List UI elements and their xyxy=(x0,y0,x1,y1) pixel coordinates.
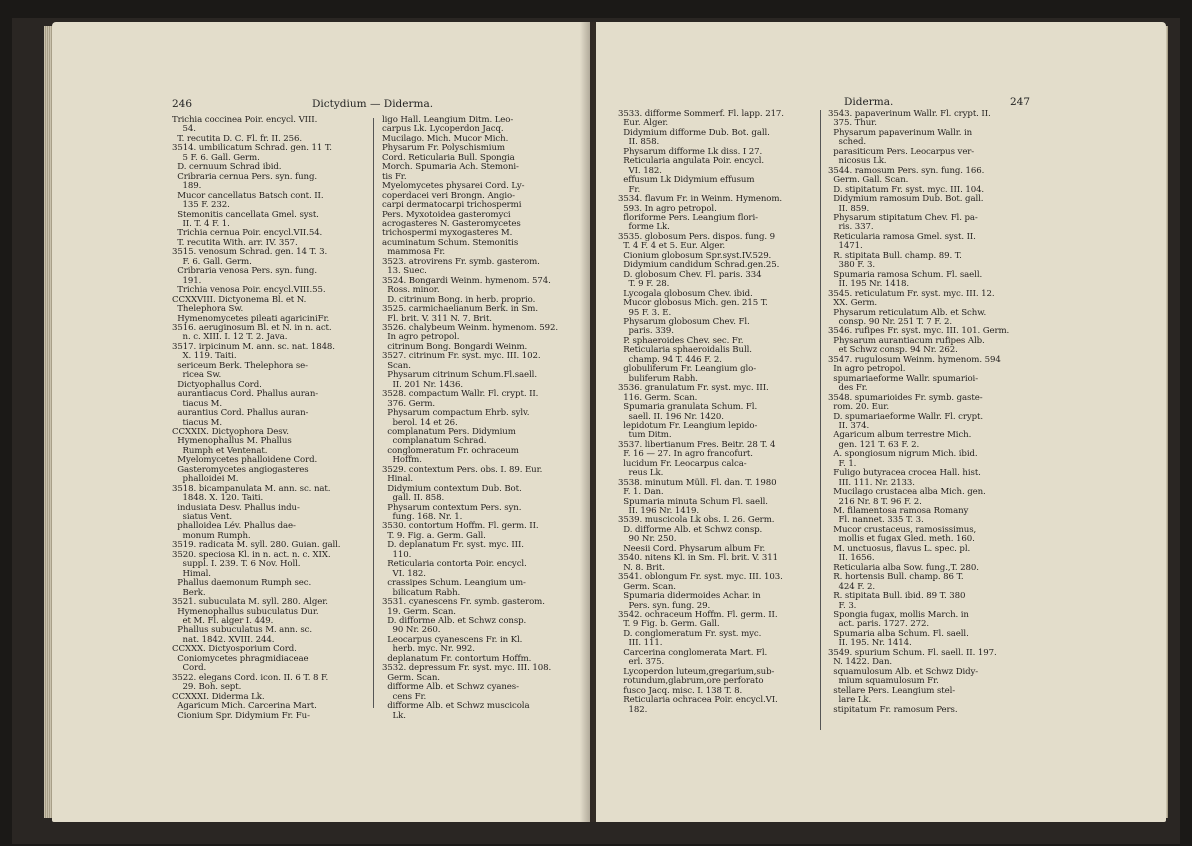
text-line: 95 F. 3. E. xyxy=(618,307,672,318)
text-line: Spumaria alba Schum. Fl. saell. xyxy=(828,628,969,639)
text-line: erl. 375. xyxy=(618,657,665,668)
text-line: 3544. ramosum Pers. syn. fung. 166. xyxy=(828,165,985,176)
text-line: D. difforme Alb. et Schwz consp. xyxy=(618,524,763,535)
text-line: F. 1. Dan. xyxy=(618,487,664,498)
text-line: 376. Germ. xyxy=(382,398,436,409)
text-line: monum Rumph. xyxy=(172,530,251,541)
text-line: bilicatum Rabh. xyxy=(382,587,461,598)
text-line: difforme Alb. et Schwz cyanes- xyxy=(382,682,519,693)
text-line: CCXXXI. Diderma Lk. xyxy=(172,691,265,702)
text-line: stellare Pers. Leangium stel- xyxy=(828,685,956,696)
text-line: In agro petropol. xyxy=(828,364,906,375)
text-line: Didymium candidum Schrad.gen.25. xyxy=(618,260,780,271)
text-line: Reticularia contorta Poir. encycl. xyxy=(382,559,527,570)
text-line: 3520. speciosa Kl. in n. act. n. c. XIX. xyxy=(172,549,331,560)
text-line: Hymenophallus M. Phallus xyxy=(172,436,292,447)
text-line: Physarum globosum Chev. Fl. xyxy=(618,316,750,327)
text-line: globuliferum Fr. Leangium glo- xyxy=(618,364,757,375)
text-line: Ross. minor. xyxy=(382,285,440,296)
text-line: complanatum Schrad. xyxy=(382,436,487,447)
text-line: 3517. irpicinum M. ann. sc. nat. 1848. xyxy=(172,341,335,352)
text-line: 3527. citrinum Fr. syst. myc. III. 102. xyxy=(382,351,541,362)
text-line: Fl. brit. V. 311 N. 7. Brit. xyxy=(382,313,492,324)
text-line: R. hortensis Bull. champ. 86 T. xyxy=(828,572,964,583)
text-line: 3525. carmichaelianum Berk. in Sm. xyxy=(382,304,538,315)
text-line: II. 374. xyxy=(828,420,870,431)
text-line: mium squamulosum Fr. xyxy=(828,676,939,687)
text-line: III. 111. xyxy=(618,638,663,649)
text-line: ligo Hall. Leangium Ditm. Leo- xyxy=(382,115,514,125)
text-line: D. stipitatum Fr. syst. myc. III. 104. xyxy=(828,184,985,195)
text-line: II. 196 Nr. 1419. xyxy=(618,506,699,517)
text-line: D. conglomeratum Fr. syst. myc. xyxy=(618,628,762,639)
text-line: Cribraria venosa Pers. syn. fung. xyxy=(172,266,317,277)
text-line: F. 6. Gall. Germ. xyxy=(172,256,252,267)
text-line: Physarum difforme Lk diss. I 27. xyxy=(618,146,763,157)
text-line: Rumph et Ventenat. xyxy=(172,445,268,456)
text-line: tiacus M. xyxy=(172,417,222,428)
text-line: conglomeratum Fr. ochraceum xyxy=(382,445,519,456)
text-line: Didymium contextum Dub. Bot. xyxy=(382,483,522,494)
text-line: Didymium difforme Dub. Bot. gall. xyxy=(618,127,770,138)
text-line: Morch. Spumaria Ach. Stemoni- xyxy=(382,162,519,173)
text-line: 3533. difforme Sommerf. Fl. lapp. 217. xyxy=(618,109,784,119)
text-line: Physarum Fr. Polyschismium xyxy=(382,143,505,154)
text-line: II. 858. xyxy=(618,137,660,148)
text-line: coperdacei veri Brongn. Angio- xyxy=(382,190,515,201)
text-line: des Fr. xyxy=(828,383,868,394)
text-line: 3514. umbilicatum Schrad. gen. 11 T. xyxy=(172,143,332,154)
text-line: T. 4 F. 4 et 5. Eur. Alger. xyxy=(618,241,726,252)
text-line: VI. 182. xyxy=(618,165,662,176)
text-line: 3541. oblongum Fr. syst. myc. III. 103. xyxy=(618,572,783,583)
text-line: 3523. atrovirens Fr. symb. gasterom. xyxy=(382,256,540,267)
text-line: carpus Lk. Lycoperdon Jacq. xyxy=(382,124,504,135)
text-line: difforme Alb. et Schwz muscicola xyxy=(382,701,530,712)
left-page xyxy=(52,22,590,822)
left-page-number: 246 xyxy=(172,98,193,110)
text-line: 3526. chalybeum Weinm. hymenom. 592. xyxy=(382,322,559,333)
text-line: nicosus Lk. xyxy=(828,156,887,167)
text-line: Hymenomycetes pileati agariciniFr. xyxy=(172,313,330,324)
text-line: Gasteromycetes angiogasteres xyxy=(172,464,309,475)
text-line: X. 119. Taiti. xyxy=(172,351,237,362)
text-line: In agro petropol. xyxy=(382,332,460,343)
text-line: 3538. minutum Müll. Fl. dan. T. 1980 xyxy=(618,477,777,488)
text-line: II. T. 4 F. 1. xyxy=(172,218,230,229)
text-line: Spongia fugax, mollis March. in xyxy=(828,610,969,621)
text-line: 13. Suec. xyxy=(382,266,427,277)
text-line: Agaricum Mich. Carcerina Mart. xyxy=(172,701,317,712)
text-line: 3535. globosum Pers. dispos. fung. 9 xyxy=(618,231,776,242)
right-column-2 xyxy=(828,110,1009,715)
text-line: 1848. X. 120. Taiti. xyxy=(172,493,264,504)
text-line: Myelomycetes phalloidene Cord. xyxy=(172,455,318,466)
text-line: Fr. xyxy=(618,184,641,195)
text-line: Lk. xyxy=(382,710,406,721)
text-line: 54. xyxy=(172,124,196,135)
text-line: Physarum papaverinum Wallr. in xyxy=(828,127,973,138)
text-line: Trichia cernua Poir. encycl.VII.54. xyxy=(172,228,323,239)
text-line: F. 3. xyxy=(828,600,857,611)
text-line: lepidotum Fr. Leangium lepido- xyxy=(618,420,758,431)
text-line: XX. Germ. xyxy=(828,298,878,309)
text-line: squamulosum Alb. et Schwz Didy- xyxy=(828,666,979,677)
text-line: acrogasteres N. Gasteromycetes xyxy=(382,218,521,229)
text-line: Neesii Cord. Physarum album Fr. xyxy=(618,543,766,554)
text-line: 3528. compactum Wallr. Fl. crypt. II. xyxy=(382,389,539,400)
text-line: Germ. Gall. Scan. xyxy=(828,175,909,186)
text-line: Cionium Spr. Didymium Fr. Fu- xyxy=(172,710,310,721)
text-line: P. sphaeroides Chev. sec. Fr. xyxy=(618,335,744,346)
text-line: consp. 90 Nr. 251 T. 7 F. 2. xyxy=(828,316,952,327)
text-line: 3532. depressum Fr. syst. myc. III. 108. xyxy=(382,663,552,674)
text-line: 5 F. 6. Gall. Germ. xyxy=(172,152,260,163)
text-line: 3547. rugulosum Weinm. hymenom. 594 xyxy=(828,354,1001,365)
text-line: 110. xyxy=(382,549,412,560)
text-line: Thelephora Sw. xyxy=(172,304,244,315)
text-line: Physarum aurantiacum rufipes Alb. xyxy=(828,335,985,346)
text-line: phalloidea Lév. Phallus dae- xyxy=(172,521,296,532)
text-line: III. 111. Nr. 2133. xyxy=(828,477,915,488)
text-line: tis Fr. xyxy=(382,171,407,182)
text-line: N. 1422. Dan. xyxy=(828,657,893,668)
text-line: sched. xyxy=(828,137,867,148)
text-line: VI. 182. xyxy=(382,568,426,579)
text-line: mammosa Fr. xyxy=(382,247,446,258)
right-page-number: 247 xyxy=(1010,96,1031,108)
text-line: 1471. xyxy=(828,241,863,252)
text-line: Phallus subuculatus M. ann. sc. xyxy=(172,625,312,636)
text-line: D. spumariaeforme Wallr. Fl. crypt. xyxy=(828,411,983,422)
text-line: Myelomycetes physarei Cord. Ly- xyxy=(382,181,525,192)
text-line: 29. Boh. sept. xyxy=(172,682,242,693)
text-line: Trichia coccinea Poir. encycl. VIII. xyxy=(172,115,318,125)
text-line: forme Lk. xyxy=(618,222,670,233)
text-line: tum Ditm. xyxy=(618,430,672,441)
text-line: Physarum citrinum Schum.Fl.saell. xyxy=(382,370,537,381)
text-line: siatus Vent. xyxy=(172,512,232,523)
text-line: champ. 94 T. 446 F. 2. xyxy=(618,354,722,365)
text-line: 216 Nr. 8 T. 96 F. 2. xyxy=(828,496,922,507)
text-line: Reticularia ramosa Gmel. syst. II. xyxy=(828,231,976,242)
text-line: paris. 339. xyxy=(618,326,674,337)
text-line: Scan. xyxy=(382,360,411,371)
text-line: T. recutita D. C. Fl. fr. II. 256. xyxy=(172,133,302,144)
text-line: floriforme Pers. Leangium flori- xyxy=(618,212,758,223)
text-line: carpi dermatocarpi trichospermi xyxy=(382,200,522,211)
text-line: mollis et fugax Gled. meth. 160. xyxy=(828,534,975,545)
text-line: CCXXIX. Dictyophora Desv. xyxy=(172,426,289,437)
text-line: trichospermi myxogasteres M. xyxy=(382,228,513,239)
text-line: nat. 1842. XVIII. 244. xyxy=(172,634,275,645)
text-line: 3539. muscicola Lk obs. I. 26. Germ. xyxy=(618,515,775,526)
text-line: Trichia venosa Poir. encycl.VIII.55. xyxy=(172,285,326,296)
text-line: gen. 121 T. 63 F. 2. xyxy=(828,439,920,450)
text-line: phalloidei M. xyxy=(172,474,239,485)
text-line: 3531. cyanescens Fr. symb. gasterom. xyxy=(382,597,545,608)
left-running-head: Dictydium — Diderma. xyxy=(312,98,434,110)
text-line: 3522. elegans Cord. icon. II. 6 T. 8 F. xyxy=(172,672,329,683)
text-line: Berk. xyxy=(172,587,206,598)
text-line: ricea Sw. xyxy=(172,370,222,381)
text-line: 3548. spumarioides Fr. symb. gaste- xyxy=(828,392,983,403)
text-line: Pers. Myxotoidea gasteromyci xyxy=(382,209,511,220)
text-line: deplanatum Fr. contortum Hoffm. xyxy=(382,653,532,664)
text-line: Physarum compactum Ehrb. sylv. xyxy=(382,408,530,419)
text-line: D. cernuum Schrad ibid. xyxy=(172,162,282,173)
text-line: aurantiacus Cord. Phallus auran- xyxy=(172,389,319,400)
text-line: N. 8. Brit. xyxy=(618,562,665,573)
text-line: saell. II. 196 Nr. 1420. xyxy=(618,411,724,422)
text-line: Physarum reticulatum Alb. et Schw. xyxy=(828,307,987,318)
text-line: rotundum,glabrum,ore perforato xyxy=(618,676,764,687)
text-line: Didymium ramosum Dub. Bot. gall. xyxy=(828,194,984,205)
text-line: Himal. xyxy=(172,568,211,579)
text-line: 3545. reticulatum Fr. syst. myc. III. 12. xyxy=(828,288,995,299)
text-line: T. 9 F. 28. xyxy=(618,279,670,290)
text-line: 3537. libertianum Fres. Beitr. 28 T. 4 xyxy=(618,439,776,450)
text-line: II. 195 Nr. 1418. xyxy=(828,279,909,290)
text-line: spumariaeforme Wallr. spumarioi- xyxy=(828,373,979,384)
text-line: effusum Lk Didymium effusum xyxy=(618,175,755,186)
text-line: Hinal. xyxy=(382,474,414,485)
text-line: indusiata Desv. Phallus indu- xyxy=(172,502,300,513)
text-line: 3524. Bongardi Weinm. hymenom. 574. xyxy=(382,275,551,286)
text-line: Hymenophallus subuculatus Dur. xyxy=(172,606,319,617)
text-line: T. 9. Fig. a. Germ. Gall. xyxy=(382,530,486,541)
text-line: Spumaria granulata Schum. Fl. xyxy=(618,402,758,413)
text-line: F. 16 — 27. In agro francofurt. xyxy=(618,449,753,460)
text-line: Germ. Scan. xyxy=(382,672,440,683)
text-line: Agaricum album terrestre Mich. xyxy=(828,430,972,441)
text-line: II. 859. xyxy=(828,203,870,214)
text-line: 3536. granulatum Fr. syst. myc. III. xyxy=(618,383,769,394)
text-line: lucidum Fr. Leocarpus calca- xyxy=(618,458,747,469)
text-line: 135 F. 232. xyxy=(172,200,230,211)
text-line: Eur. Alger. xyxy=(618,118,669,129)
text-line: Germ. Scan. xyxy=(618,581,676,592)
text-line: cens Fr. xyxy=(382,691,427,702)
text-line: Lycogala globosum Chev. ibid. xyxy=(618,288,753,299)
text-line: Physarum contextum Pers. syn. xyxy=(382,502,522,513)
text-line: 3543. papaverinum Wallr. Fl. crypt. II. xyxy=(828,109,991,119)
text-line: Cionium globosum Spr.syst.IV.529. xyxy=(618,250,772,261)
text-line: Cord. Reticularia Bull. Spongia xyxy=(382,152,515,163)
text-line: reus Lk. xyxy=(618,468,664,479)
text-line: Mucor cancellatus Batsch cont. II. xyxy=(172,190,324,201)
text-line: 3542. ochraceum Hoffm. Fl. germ. II. xyxy=(618,610,778,621)
text-line: 424 F. 2. xyxy=(828,581,876,592)
text-line: 90 Nr. 250. xyxy=(618,534,677,545)
left-column-2 xyxy=(382,116,558,721)
text-line: herb. myc. Nr. 992. xyxy=(382,644,475,655)
text-line: et M. Fl. alger I. 449. xyxy=(172,616,274,627)
text-line: D. difforme Alb. et Schwz consp. xyxy=(382,616,527,627)
text-line: 182. xyxy=(618,704,648,715)
text-line: Spumaria ramosa Schum. Fl. saell. xyxy=(828,269,983,280)
text-line: F. 1. xyxy=(828,458,857,469)
text-line: 3530. contortum Hoffm. Fl. germ. II. xyxy=(382,521,539,532)
text-line: Physarum stipitatum Chev. Fl. pa- xyxy=(828,212,978,223)
text-line: Mucilago. Mich. Mucor Mich. xyxy=(382,133,509,144)
text-line: lare Lk. xyxy=(828,695,872,706)
text-line: ris. 337. xyxy=(828,222,874,233)
text-line: R. stipitata Bull. champ. 89. T. xyxy=(828,250,962,261)
text-line: Carcerina conglomerata Mart. Fl. xyxy=(618,647,768,658)
text-line: Fl. nannet. 335 T. 3. xyxy=(828,515,924,526)
text-line: aurantius Cord. Phallus auran- xyxy=(172,408,309,419)
text-line: Reticularia sphaeroidalis Bull. xyxy=(618,345,752,356)
text-line: D. deplanatum Fr. syst. myc. III. xyxy=(382,540,524,551)
text-line: complanatum Pers. Didymium xyxy=(382,426,516,437)
text-line: Spumaria minuta Schum Fl. saell. xyxy=(618,496,768,507)
text-line: T. 9 Fig. b. Germ. Gall. xyxy=(618,619,720,630)
text-line: II. 195. Nr. 1414. xyxy=(828,638,912,649)
text-line: Leocarpus cyanescens Fr. in Kl. xyxy=(382,634,523,645)
text-line: berol. 14 et 26. xyxy=(382,417,458,428)
text-line: CCXXVIII. Dictyonema Bl. et N. xyxy=(172,294,307,305)
text-line: 3534. flavum Fr. in Weinm. Hymenom. xyxy=(618,194,783,205)
text-line: 3540. nitens Kl. in Sm. Fl. brit. V. 311 xyxy=(618,553,778,564)
text-line: rom. 20. Eur. xyxy=(828,402,889,413)
text-line: suppl. I. 239. T. 6 Nov. Holl. xyxy=(172,559,301,570)
text-line: Hoffm. xyxy=(382,455,422,466)
text-line: Cord. xyxy=(172,663,207,674)
text-line: 90 Nr. 260. xyxy=(382,625,441,636)
text-line: Mucor globosus Mich. gen. 215 T. xyxy=(618,298,768,309)
text-line: Reticularia ochracea Poir. encycl.VI. xyxy=(618,695,778,706)
text-line: buliferum Rabh. xyxy=(618,373,698,384)
text-line: gall. II. 858. xyxy=(382,493,445,504)
text-line: fung. 168. Nr. 1. xyxy=(382,512,463,523)
right-column-rule xyxy=(820,110,821,730)
text-line: et Schwz consp. 94 Nr. 262. xyxy=(828,345,958,356)
text-line: Mucor crustaceus, ramosissimus, xyxy=(828,524,977,535)
text-line: Pers. syn. fung. 29. xyxy=(618,600,711,611)
text-line: CCXXX. Dictyosporium Cord. xyxy=(172,644,297,655)
text-line: Phallus daemonum Rumph sec. xyxy=(172,578,312,589)
text-line: 19. Germ. Scan. xyxy=(382,606,456,617)
text-line: 189. xyxy=(172,181,202,192)
right-page xyxy=(596,22,1166,822)
text-line: Lycoperdon luteum,gregarium,sub- xyxy=(618,666,775,677)
text-line: 116. Germ. Scan. xyxy=(618,392,698,403)
text-line: citrinum Bong. Bongardi Weinm. xyxy=(382,341,528,352)
text-line: 191. xyxy=(172,275,202,286)
text-line: Reticularia angulata Poir. encycl. xyxy=(618,156,764,167)
text-line: R. stipitata Bull. ibid. 89 T. 380 xyxy=(828,591,966,602)
text-line: act. paris. 1727. 272. xyxy=(828,619,930,630)
text-line: 3518. bicampanulata M. ann. sc. nat. xyxy=(172,483,331,494)
text-line: fusco Jacq. misc. I. 138 T. 8. xyxy=(618,685,743,696)
text-line: D. globosum Chev. Fl. paris. 334 xyxy=(618,269,762,280)
text-line: Stemonitis cancellata Gmel. syst. xyxy=(172,209,319,220)
text-line: crassipes Schum. Leangium um- xyxy=(382,578,526,589)
text-line: 593. In agro petropol. xyxy=(618,203,717,214)
text-line: 3519. radicata M. syll. 280. Guian. gall. xyxy=(172,540,341,551)
text-line: Mucilago crustacea alba Mich. gen. xyxy=(828,487,986,498)
left-column-1 xyxy=(172,116,340,721)
text-line: parasiticum Pers. Leocarpus ver- xyxy=(828,146,975,157)
text-line: Fuligo butyracea crocea Hall. hist. xyxy=(828,468,981,479)
text-line: sericeum Berk. Thelephora se- xyxy=(172,360,308,371)
text-line: Spumaria didermoides Achar. in xyxy=(618,591,761,602)
text-line: II. 201 Nr. 1436. xyxy=(382,379,463,390)
text-line: n. c. XIII. I. 12 T. 2. Java. xyxy=(172,332,288,343)
text-line: Coniomycetes phragmidiaceae xyxy=(172,653,309,664)
right-column-1 xyxy=(618,110,784,715)
text-line: 3521. subuculata M. syll. 280. Alger. xyxy=(172,597,328,608)
text-line: II. 1656. xyxy=(828,553,875,564)
right-running-head: Diderma. xyxy=(844,96,894,108)
text-line: 380 F. 3. xyxy=(828,260,876,271)
text-line: 3516. aeruginosum Bl. et N. in n. act. xyxy=(172,322,332,333)
text-line: 3546. rufipes Fr. syst. myc. III. 101. Germ. xyxy=(828,326,1010,337)
text-line: acuminatum Schum. Stemonitis xyxy=(382,237,519,248)
left-column-rule xyxy=(373,118,374,708)
text-line: 3515. venosum Schrad. gen. 14 T. 3. xyxy=(172,247,328,258)
text-line: D. citrinum Bong. in herb. proprio. xyxy=(382,294,536,305)
text-line: A. spongiosum nigrum Mich. ibid. xyxy=(828,449,978,460)
text-line: Cribraria cernua Pers. syn. fung. xyxy=(172,171,317,182)
text-line: 3549. spurium Schum. Fl. saell. II. 197. xyxy=(828,647,997,658)
text-line: Dictyophallus Cord. xyxy=(172,379,262,390)
text-line: Reticularia alba Sow. fung.,T. 280. xyxy=(828,562,979,573)
text-line: M. unctuosus, flavus L. spec. pl. xyxy=(828,543,971,554)
text-line: 375. Thur. xyxy=(828,118,877,129)
text-line: T. recutita With. arr. IV. 357. xyxy=(172,237,298,248)
text-line: stipitatum Fr. ramosum Pers. xyxy=(828,704,958,715)
text-line: tiacus M. xyxy=(172,398,222,409)
text-line: M. filamentosa ramosa Romany xyxy=(828,506,969,517)
text-line: 3529. contextum Pers. obs. I. 89. Eur. xyxy=(382,464,543,475)
